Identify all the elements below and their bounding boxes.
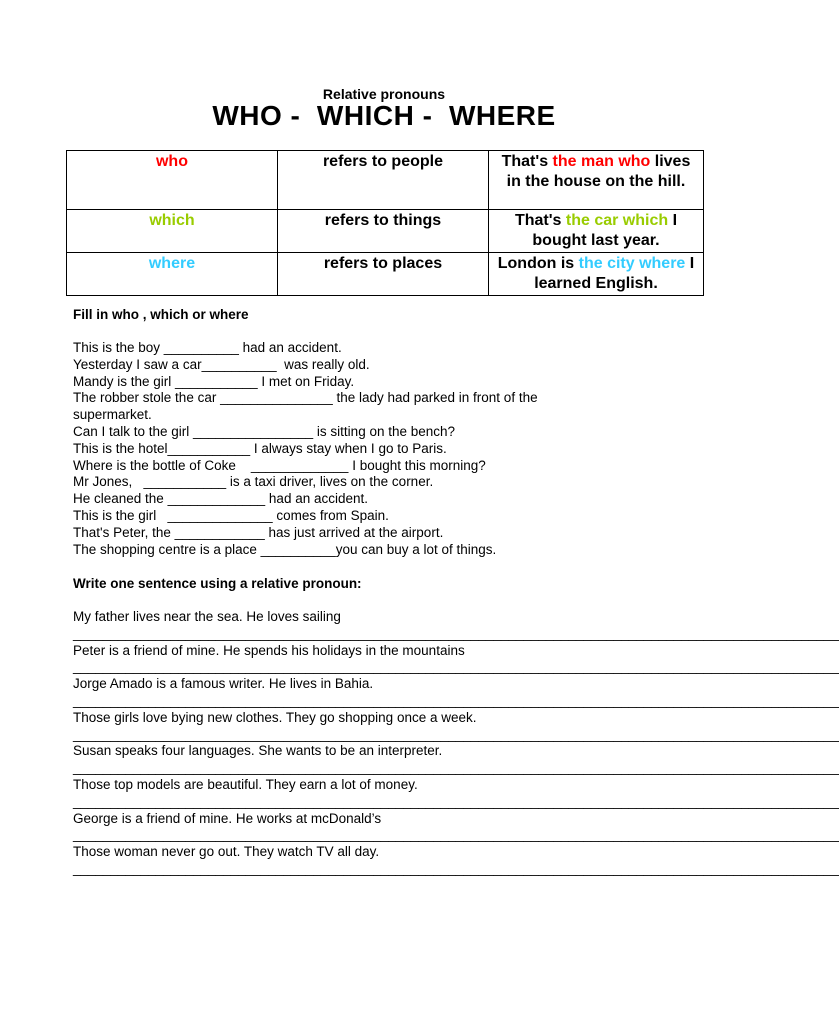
example-text: lives in the house on the hill.	[506, 153, 691, 190]
list-item: This is the girl ______________ comes from Spain.	[73, 507, 389, 523]
list-item: The robber stole the car _______________ the lady had parked in front of the supermarket.	[73, 390, 542, 423]
answer-line[interactable]	[73, 793, 839, 811]
list-item: This is the hotel___________ I always stay when I go to Paris.	[73, 440, 447, 456]
exercise-2-heading: Write one sentence using a relative pronoun:	[73, 576, 362, 591]
worksheet-subtitle: Relative pronouns	[322, 86, 446, 102]
answer-line-text: ______________________________________________________________________________________________________	[73, 793, 839, 809]
answer-line[interactable]	[73, 726, 839, 744]
table-row	[67, 210, 704, 253]
list-item: Those girls love bying new clothes. They go shopping once a week.	[73, 709, 477, 725]
meaning-cell: refers to things	[277, 210, 488, 253]
example-cell	[488, 210, 703, 253]
example-highlight: the car which	[565, 212, 669, 229]
answer-line[interactable]	[73, 625, 839, 643]
answer-line[interactable]	[73, 692, 839, 710]
meaning-cell: refers to places	[277, 253, 488, 296]
example-cell	[488, 151, 703, 210]
answer-line-text: ______________________________________________________________________________________________________	[73, 827, 839, 843]
list-item: Yesterday I saw a car__________ was really old.	[73, 356, 370, 372]
table-row	[67, 253, 704, 296]
pronoun-cell: which	[67, 210, 278, 253]
answer-line-text: ______________________________________________________________________________________________________	[73, 625, 839, 641]
answer-line[interactable]	[73, 659, 839, 676]
exercise-1-list	[73, 340, 703, 558]
list-item: Susan speaks four languages. She wants to be an interpreter.	[73, 743, 443, 759]
list-item: He cleaned the _____________ had an accident.	[73, 491, 368, 507]
worksheet-title: WHO - WHICH - WHERE	[212, 100, 556, 131]
list-item: Those top models are beautiful. They earn a lot of money.	[73, 776, 418, 792]
answer-line[interactable]	[73, 827, 839, 844]
example-text: London is	[497, 255, 579, 272]
list-item: The shopping centre is a place __________you can buy a lot of things.	[73, 541, 497, 557]
example-text: I learned English.	[534, 255, 695, 292]
example-text: I bought last year.	[532, 212, 678, 249]
meaning-cell: refers to people	[277, 151, 488, 210]
list-item: Mr Jones, ___________ is a taxi driver, lives on the corner.	[73, 474, 434, 490]
list-item: Where is the bottle of Coke _____________ I bought this morning?	[73, 457, 486, 473]
list-item: My father lives near the sea. He loves sailing	[73, 609, 341, 624]
list-item: Mandy is the girl ___________ I met on Friday.	[73, 373, 355, 389]
answer-line-text: ______________________________________________________________________________________________________	[73, 860, 839, 876]
list-item: Peter is a friend of mine. He spends his holidays in the mountains	[73, 642, 465, 658]
pronoun-reference-table	[66, 150, 704, 296]
list-item: That's Peter, the ____________ has just arrived at the airport.	[73, 524, 444, 540]
answer-line-text: ______________________________________________________________________________________________________	[73, 760, 839, 776]
example-highlight: the city where	[578, 255, 686, 272]
answer-line-text: ______________________________________________________________________________________________________	[73, 692, 839, 708]
exercise-1-heading: Fill in who , which or where	[73, 307, 249, 322]
answer-line[interactable]	[73, 860, 839, 878]
table-row	[67, 151, 704, 210]
list-item: This is the boy __________ had an accident.	[73, 340, 342, 355]
example-highlight: the man who	[552, 153, 651, 170]
pronoun-cell: where	[67, 253, 278, 296]
example-text: That's	[501, 153, 553, 170]
list-item: Those woman never go out. They watch TV all day.	[73, 844, 380, 860]
list-item: Jorge Amado is a famous writer. He lives in Bahia.	[73, 676, 374, 692]
example-cell	[488, 253, 703, 296]
exercise-2-list	[73, 609, 839, 878]
answer-line-text: ______________________________________________________________________________________________________	[73, 726, 839, 742]
list-item: Can I talk to the girl ________________ is sitting on the bench?	[73, 423, 456, 439]
answer-line-text: ______________________________________________________________________________________________________	[73, 659, 839, 675]
example-text: That's	[514, 212, 566, 229]
answer-line[interactable]	[73, 760, 839, 777]
pronoun-cell: who	[67, 151, 278, 210]
list-item: George is a friend of mine. He works at mcDonald’s	[73, 810, 382, 826]
